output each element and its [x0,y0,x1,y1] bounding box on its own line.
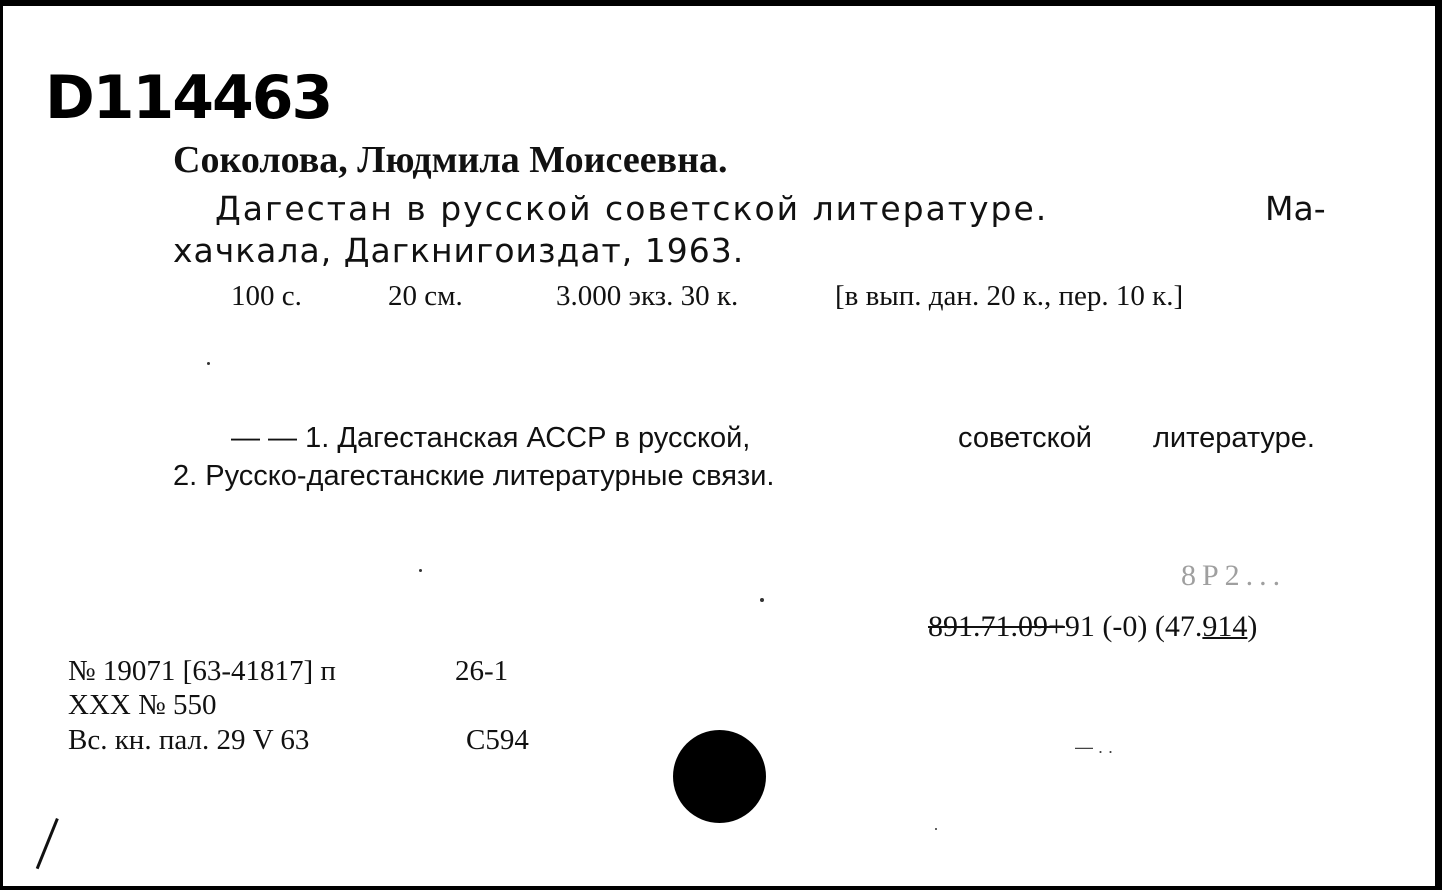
footer-line-1-right: 26-1 [455,655,509,687]
author-heading: Соколова, Людмила Моисеевна. [173,139,728,181]
edition-and-price: 3.000 экз. 30 к. [556,280,739,312]
classification-end: ) [1247,610,1258,643]
call-number: D114463 [45,63,332,133]
price-note: [в вып. дан. 20 к., пер. 10 к.] [835,280,1184,312]
subjects-line-1-end: литературе. [1153,422,1315,454]
subjects-line-1-mid: советской [958,422,1092,454]
classification-code [928,612,1257,642]
small-marks: — . . [1075,737,1114,757]
subjects-line-1: — — 1. Дагестанская АССР в русской, [231,422,751,454]
speck [935,828,937,830]
title-line-1: Дагестан в русской советской литературе. [215,189,1049,228]
physical-pages: 100 с. [231,280,302,312]
title-line-1-hyphen: Ма- [1265,189,1326,228]
punch-hole [673,730,766,823]
classification-underlined: 914 [1202,610,1248,643]
pen-stroke [36,818,59,869]
subjects-line-2: 2. Русско-дагестанские литературные связи. [173,460,775,492]
footer-line-1: № 19071 [63-41817] п [68,655,336,687]
faint-stamp: 8Р2... [1181,559,1287,592]
speck [419,569,422,572]
speck [760,598,764,602]
classification-struck: 891.71.09+ [928,610,1065,643]
title-line-2: хачкала, Дагкнигоиздат, 1963. [173,231,745,270]
speck [207,362,210,365]
classification-rest: 91 (-0) (47. [1064,610,1203,643]
footer-line-2: XXX № 550 [68,689,217,721]
footer-line-3: Вс. кн. пал. 29 V 63 [68,724,310,756]
footer-line-3-right: С594 [466,724,529,756]
physical-size: 20 см. [388,280,463,312]
